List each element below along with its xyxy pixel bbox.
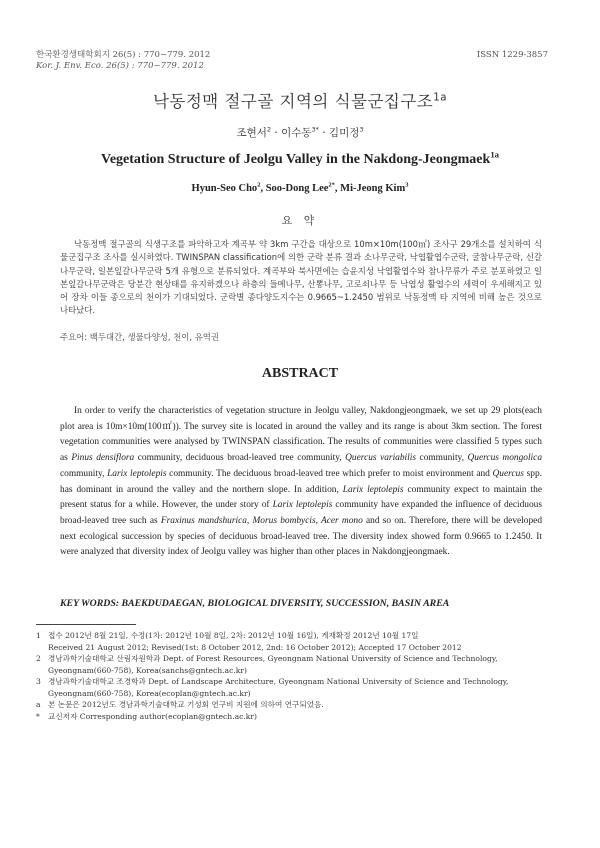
author-affiliation-mark: 3* [311, 125, 319, 134]
footnote-text [48, 711, 548, 723]
species-name: Quercus mongolica [467, 453, 543, 464]
footnote-item [36, 630, 548, 653]
author-separator: · [271, 127, 282, 139]
footnote-text [48, 676, 548, 699]
journal-header [36, 50, 548, 72]
author-affiliation-mark: 2* [328, 181, 335, 189]
english-keywords: KEY WORDS: BAEKDUDAEGAN, BIOLOGICAL DIVERSITY, SUCCESSION, BASIN AREA [60, 598, 450, 609]
species-name: Quercus variabilis [345, 453, 417, 464]
korean-title-footnote-mark: 1a [433, 92, 448, 104]
korean-abstract: 낙동정맥 절구골의 식생구조를 파악하고자 계곡부 약 3km 구간을 대상으로 10m×10m(100㎡) 조사구 29개소를 설치하여 식물군집구조 조사를 실시하였다. TWINSPAN classification에 의한 군락 분류 결과 소나무군락, 낙엽활엽수군락, 굴참나무군락, 신갈나무군락, 일본잎갈나무군락 5개 유형으로 분류되었다. 계곡부와 북사면에는 습윤지성 낙엽활엽수와 참나무류가 주로 분포하였고 일본잎갈나무군락은 당분간 현상태를 유지하겠으나 하층의 들메나무, 산뽕나무, 고로쇠나무 등 낙엽성 활엽수의 세력이 우세해지고 있어 장차 이들 종으로의 천이가 기대되었다. 군락별 종다양도지수는 0.9665~1.2450 범위로 낙동정맥 타 지역에 비해 높은 것으로 나타났다. [60, 239, 542, 316]
korean-abstract-heading: 요 약 [281, 214, 319, 227]
author-affiliation-mark: 3 [405, 181, 409, 189]
footnote-item [36, 676, 548, 699]
english-title [0, 149, 600, 168]
author-name: 김미정 [328, 127, 360, 139]
footnote-mark: * [36, 711, 40, 721]
abstract-text: community. The deciduous broad-leaved tree which prefer to moist environment and [166, 468, 493, 479]
species-name: Larix leptolepis [342, 484, 404, 495]
footnote-mark: 2 [36, 654, 41, 663]
author-name: Mi-Jeong Kim [340, 183, 406, 194]
footnote-text [48, 699, 548, 711]
abstract-text: and so on. Therefore, there will be developed next ecological succession by species of deciduous broad-leaved tree. The diversity index showed form 0.9665 to 1.2450. It were analyzed that diversity index of Jeolgu valley was higher than other places in Nakdongjeongmaek. [60, 515, 543, 558]
species-name: Larix leptolepis [272, 500, 333, 511]
footnotes [36, 630, 548, 722]
footnote-divider [36, 624, 136, 625]
author-name: 조현서 [236, 127, 267, 139]
abstract-text: community, [60, 468, 108, 479]
author-affiliation-mark: 3 [359, 125, 364, 134]
author-separator: · [318, 127, 329, 139]
footnote-text [48, 653, 548, 676]
korean-authors [0, 125, 600, 140]
footnote-line: 교신저자 Corresponding author(ecoplan@gntech.ac.kr) [48, 711, 257, 721]
footnote-mark: a [36, 700, 41, 709]
korean-keywords: 주요어: 백두대간, 생물다양성, 천이, 유역권 [60, 332, 219, 342]
author-separator: , [334, 183, 341, 194]
footnote-line: Received 21 August 2012; Revised(1st: 8 October 2012, 2nd: 16 October 2012); Accepted 17 October 2012 [48, 642, 462, 652]
issn: ISSN 1229-3857 [476, 50, 548, 60]
author-affiliation-mark: 2 [266, 125, 272, 134]
english-title-text: Vegetation Structure of Jeolgu Valley in the Nakdong-Jeongmaek [101, 152, 491, 167]
footnote-line: 경남과학기술대학교 조경학과 Dept. of Landscape Architecture, Gyeongnam National University of Science and Technology, Gyeongnam(660-758), Korea(ecoplan@gntech.ac.kr) [48, 677, 509, 698]
author-name: Soo-Dong Lee [265, 183, 329, 194]
species-name: Fraxinus mandshurica, Morus bombycis, Acer mono [160, 515, 363, 526]
footnote-item [36, 653, 548, 676]
english-abstract [60, 404, 542, 561]
footnote-item [36, 699, 548, 711]
korean-title-text: 낙동정맥 절구골 지역의 식물군집구조 [152, 92, 434, 111]
journal-citation-kr: 한국환경생태학회지 26(5) : 770~779. 2012 [36, 50, 211, 60]
author-affiliation-mark: 2 [257, 181, 261, 189]
abstract-text: In order to verify the characteristics of vegetation structure in Jeolgu valley, Nakdongjeongmaek, we set up 29 plots(each plot area is 10m×10m(100㎡)). The survey site is located in around the valley and its range is about 3km section. The forest vegetation communities were analysed by TWINSPAN classification. The results of communities were classified 5 types such as [60, 406, 542, 464]
species-name: Larix leptolepis [107, 468, 167, 479]
footnote-text [48, 630, 548, 653]
english-title-footnote-mark: 1a [490, 149, 499, 160]
abstract-heading: ABSTRACT [261, 366, 339, 381]
footnote-mark: 1 [36, 631, 41, 640]
author-name: 이수동 [281, 127, 312, 139]
author-separator: , [260, 183, 266, 194]
footnote-mark: 3 [36, 677, 41, 686]
abstract-text: spp. has dominant in around the valley and the northern slope. In addition, [60, 468, 542, 495]
author-name: Hyun-Seo Cho [191, 183, 258, 194]
abstract-text: community expect to maintain the present status for a while. However, the under story of [60, 484, 543, 511]
species-name: Pinus densiflora [71, 453, 135, 464]
english-authors [0, 183, 600, 194]
footnote-line: 경남과학기술대학교 산림자원학과 Dept. of Forest Resources, Gyeongnam National University of Science and Technology, Gyeongnam(660-758), Korea(sanchs@gntech.ac.kr) [48, 654, 498, 675]
footnote-item [36, 711, 548, 723]
species-name: Quercus [492, 468, 524, 479]
abstract-text: community, [416, 453, 468, 464]
abstract-text: community, deciduous broad-leaved tree community, [134, 453, 346, 464]
journal-citation-en: Kor. J. Env. Eco. 26(5) : 770~779. 2012 [36, 61, 204, 71]
footnote-line: 본 논문은 2012년도 경남과학기술대학교 기성회 연구비 지원에 의하여 연구되었음. [48, 700, 324, 709]
korean-title [0, 88, 600, 112]
footnote-line: 접수 2012년 8월 21일, 수정(1차: 2012년 10월 8일, 2차: 2012년 10월 16일), 게재확정 2012년 10월 17일 [48, 631, 419, 640]
abstract-text: community have expanded the influence of deciduous broad-leaved tree such as [60, 500, 542, 526]
